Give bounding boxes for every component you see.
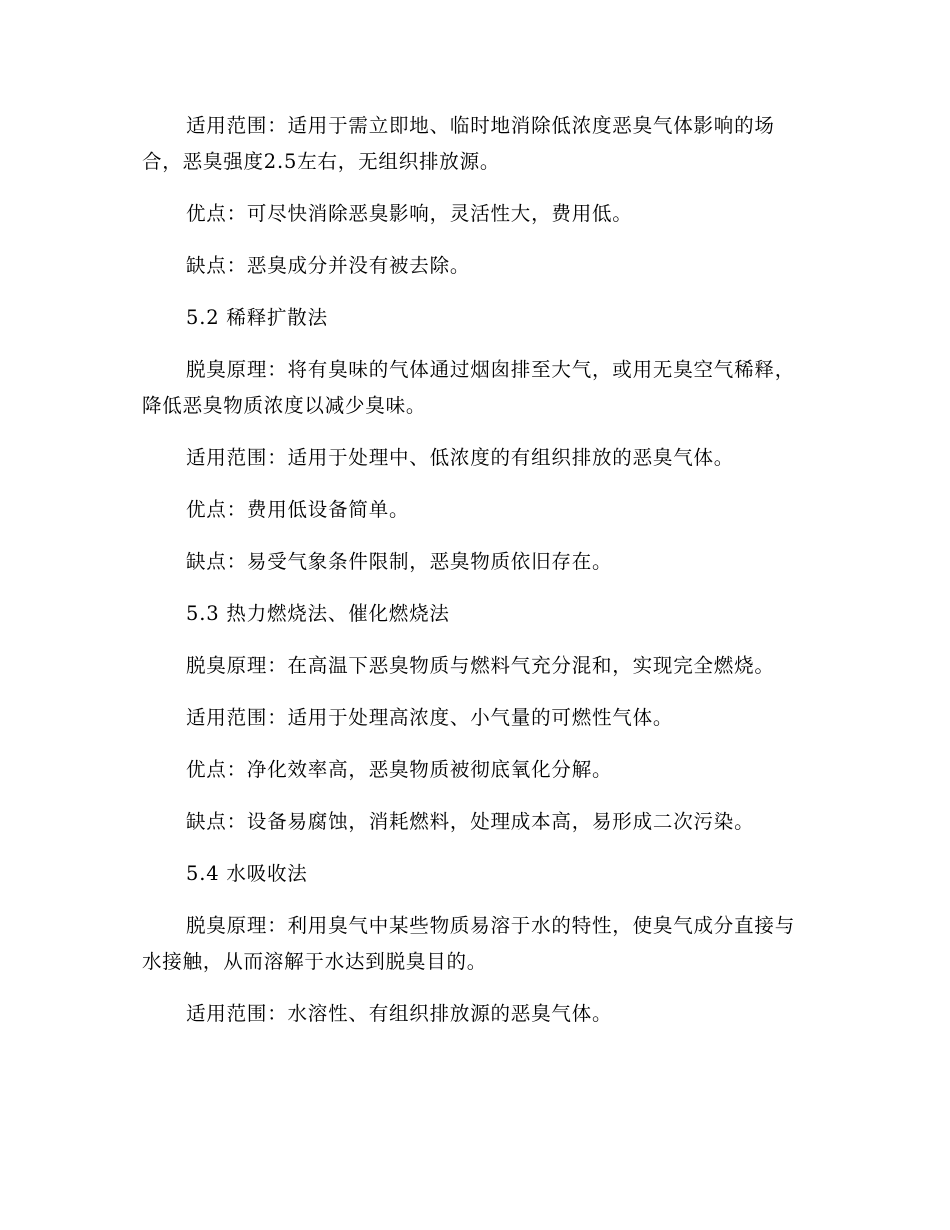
paragraph-principle-5-2: 脱臭原理：将有臭味的气体通过烟囱排至大气，或用无臭空气稀释，降低恶臭物质浓度以减少臭味。 <box>142 358 796 417</box>
section-heading-5-4: 5.4 水吸收法 <box>186 862 308 885</box>
paragraph-advantage-5-2: 优点：费用低设备简单。 <box>186 498 410 521</box>
paragraph-principle-5-3: 脱臭原理：在高温下恶臭物质与燃料气充分混和，实现完全燃烧。 <box>186 654 775 677</box>
section-heading-5-3: 5.3 热力燃烧法、催化燃烧法 <box>186 602 450 625</box>
paragraph-scope-5-2: 适用范围：适用于处理中、低浓度的有组织排放的恶臭气体。 <box>186 446 735 469</box>
section-heading-5-2: 5.2 稀释扩散法 <box>186 306 328 329</box>
paragraph-disadvantage-1: 缺点：恶臭成分并没有被去除。 <box>186 254 471 277</box>
paragraph-scope-5-4: 适用范围：水溶性、有组织排放源的恶臭气体。 <box>186 1002 613 1025</box>
paragraph-advantage-5-3: 优点：净化效率高，恶臭物质被彻底氧化分解。 <box>186 758 613 781</box>
paragraph-disadvantage-5-3: 缺点：设备易腐蚀，消耗燃料，处理成本高，易形成二次污染。 <box>186 810 755 833</box>
paragraph-scope-1: 适用范围：适用于需立即地、临时地消除低浓度恶臭气体影响的场合，恶臭强度2.5左右，无组织排放源。 <box>142 114 775 173</box>
paragraph-advantage-1: 优点：可尽快消除恶臭影响，灵活性大，费用低。 <box>186 202 633 225</box>
paragraph-disadvantage-5-2: 缺点：易受气象条件限制，恶臭物质依旧存在。 <box>186 550 613 573</box>
paragraph-principle-5-4: 脱臭原理：利用臭气中某些物质易溶于水的特性，使臭气成分直接与水接触，从而溶解于水达到脱臭目的。 <box>142 914 796 973</box>
paragraph-scope-5-3: 适用范围：适用于处理高浓度、小气量的可燃性气体。 <box>186 706 674 729</box>
document-body <box>142 108 806 1032</box>
